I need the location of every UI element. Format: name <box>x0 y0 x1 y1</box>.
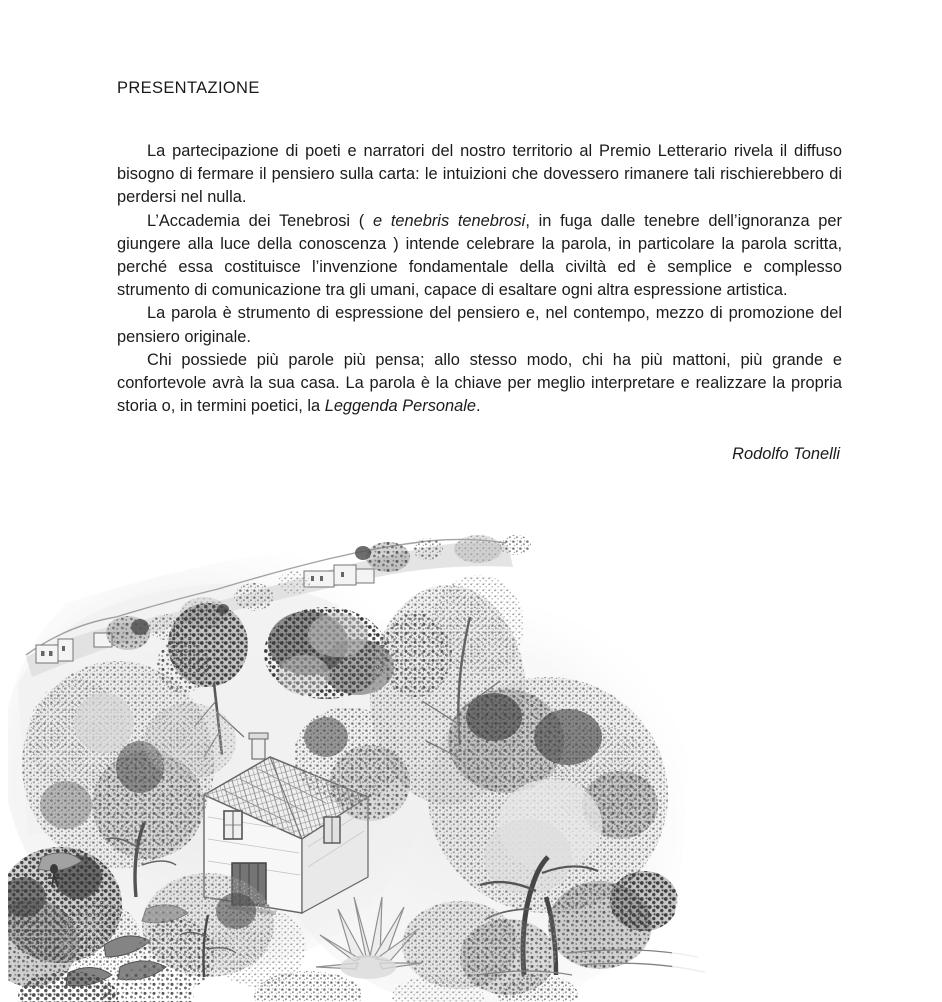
illustration-scene <box>8 505 738 1002</box>
article-text-column <box>117 78 842 467</box>
paragraph-2 <box>117 210 842 303</box>
author-signature: Rodolfo Tonelli <box>732 445 840 464</box>
latin-phrase-emphasis: e tenebris tenebrosi <box>372 211 526 230</box>
paragraph-3 <box>117 302 842 348</box>
paragraph-1 <box>117 140 842 210</box>
paragraph-3-run-1: La parola è strumento di espressione del pensiero e, nel contempo, mezzo di promozione del pensiero originale. <box>117 304 842 346</box>
paragraph-4 <box>117 349 842 419</box>
paragraph-2-run-1: L’Accademia dei Tenebrosi ( <box>147 211 373 230</box>
paragraph-4-run-1: Chi possiede più parole più pensa; allo stesso modo, chi ha più mattoni, più grande e confortevole avrà la sua casa. La parola è la chiave per meglio interpretare e realizzare la propria storia o, in termini poetici, la <box>117 350 842 416</box>
paragraph-1-run-1: La partecipazione di poeti e narratori del nostro territorio al Premio Letterario rivela il diffuso bisogno di fermare il pensiero sulla carta: le intuizioni che dovessero rimanere tali rischierebbero di perdersi nel nulla. <box>117 142 842 207</box>
leggenda-personale-emphasis: Leggenda Personale <box>324 397 476 416</box>
mediterranean-hillside-village-illustration <box>8 505 738 1002</box>
page-title: PRESENTAZIONE <box>117 79 260 97</box>
paragraph-2-run-3: , in fuga dalle tenebre dell’ignoranza per giungere alla luce della conoscenza ) intende celebrare la parola, in particolare la parola scritta, perché essa costituisce l’invenzione fondamentale della civiltà ed è semplice e complesso strumento di comunicazione tra gli umani, capace di esaltare ogni altra espressione artistica. <box>117 211 842 300</box>
paragraph-4-run-3: . <box>476 397 481 416</box>
